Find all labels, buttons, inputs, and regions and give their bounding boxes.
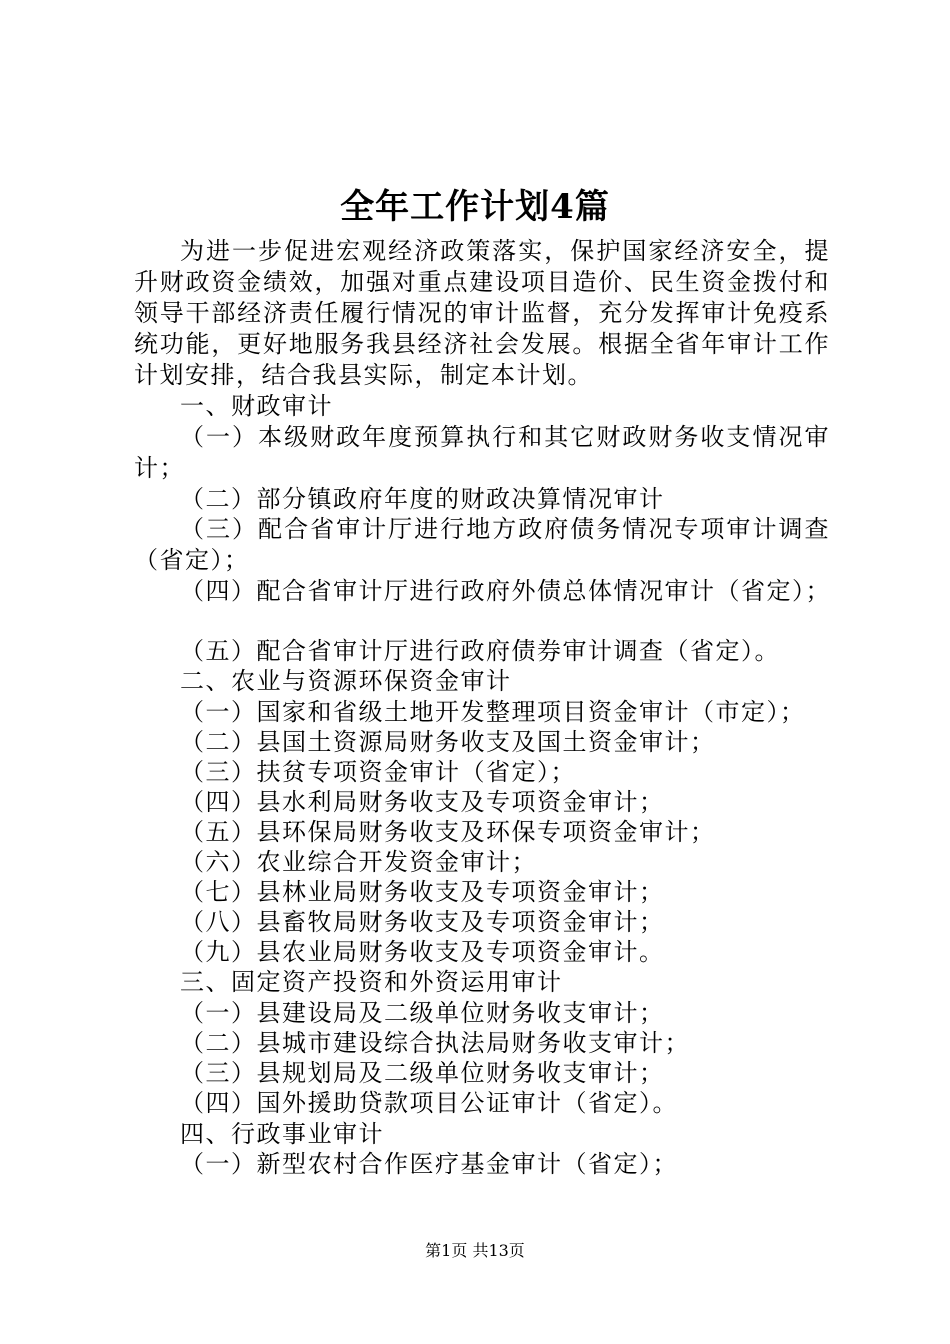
list-item: （一）新型农村合作医疗基金审计（省定）；: [180, 1150, 678, 1178]
list-item-continuation: 计；: [134, 454, 185, 482]
list-item: （二）县国土资源局财务收支及国土资金审计；: [180, 728, 716, 756]
section-heading: 四、行政事业审计: [180, 1120, 384, 1148]
list-item-continuation: （省定）；: [134, 546, 250, 574]
list-item: （七）县林业局财务收支及专项资金审计；: [180, 878, 665, 906]
list-item: （四）国外援助贷款项目公证审计（省定）。: [180, 1089, 678, 1117]
document-title: 全年工作计划4篇: [340, 187, 610, 227]
list-item: （四）县水利局财务收支及专项资金审计；: [180, 788, 665, 816]
list-item: （一）国家和省级土地开发整理项目资金审计（市定）；: [180, 698, 806, 726]
list-item: （一）本级财政年度预算执行和其它财政财务收支情况审: [180, 423, 830, 451]
list-item: （三）县规划局及二级单位财务收支审计；: [180, 1059, 665, 1087]
page-footer: 第1页 共13页: [425, 1241, 525, 1260]
list-item: （二）部分镇政府年度的财政决算情况审计: [180, 485, 665, 513]
list-item: （九）县农业局财务收支及专项资金审计。: [180, 938, 665, 966]
body-line: 为进一步促进宏观经济政策落实，保护国家经济安全，提: [180, 237, 830, 265]
list-item: （三）扶贫专项资金审计（省定）；: [180, 758, 576, 786]
body-line: 升财政资金绩效，加强对重点建设项目造价、民生资金拨付和: [134, 268, 830, 296]
list-item: （一）县建设局及二级单位财务收支审计；: [180, 999, 665, 1027]
list-item: （二）县城市建设综合执法局财务收支审计；: [180, 1029, 690, 1057]
list-item: （八）县畜牧局财务收支及专项资金审计；: [180, 908, 665, 936]
list-item: （四）配合省审计厅进行政府外债总体情况审计（省定）；: [180, 577, 831, 605]
section-heading: 三、固定资产投资和外资运用审计: [180, 968, 563, 996]
list-item: （三）配合省审计厅进行地方政府债务情况专项审计调查: [180, 515, 830, 543]
list-item: （五）县环保局财务收支及环保专项资金审计；: [180, 818, 716, 846]
section-heading: 二、农业与资源环保资金审计: [180, 667, 512, 695]
body-line: 统功能，更好地服务我县经济社会发展。根据全省年审计工作: [134, 330, 830, 358]
section-heading: 一、财政审计: [180, 392, 333, 420]
body-line: 领导干部经济责任履行情况的审计监督，充分发挥审计免疫系: [134, 299, 830, 327]
body-line: 计划安排，结合我县实际，制定本计划。: [134, 361, 593, 389]
list-item: （五）配合省审计厅进行政府债券审计调查（省定）。: [180, 637, 780, 665]
list-item: （六）农业综合开发资金审计；: [180, 848, 537, 876]
